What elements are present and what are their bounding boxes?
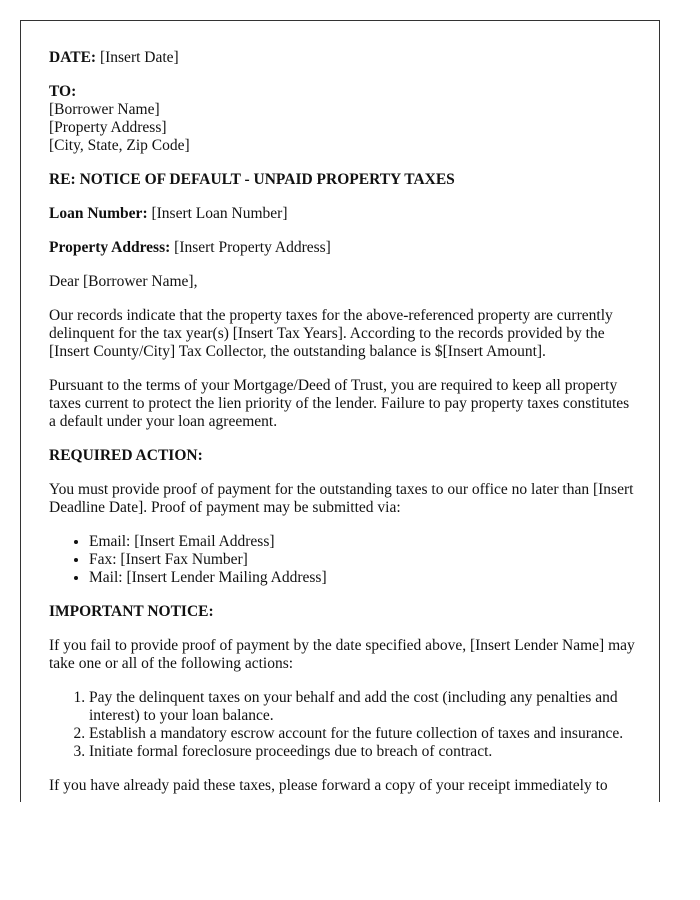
required-action-text: You must provide proof of payment for the outstanding taxes to our office no later than [Insert Deadline Date]. Proof of payment may be submitted via: xyxy=(49,481,634,516)
important-notice-heading-text: IMPORTANT NOTICE: xyxy=(49,603,214,620)
recipient-block xyxy=(49,83,639,155)
document-page xyxy=(20,20,660,802)
loan-number-line xyxy=(49,205,639,223)
recipient-city-state-zip: [City, State, Zip Code] xyxy=(49,137,190,154)
date-line xyxy=(49,49,639,67)
lender-action-pay-taxes: 1. Pay the delinquent taxes on your behalf and add the cost (including any penalties and interest) to your loan balance. xyxy=(89,689,639,725)
recipient-address: [Property Address] xyxy=(49,119,167,136)
loan-number-label: Loan Number: xyxy=(49,205,148,222)
required-action-heading xyxy=(49,447,639,465)
letter-body xyxy=(49,49,639,795)
submission-method-mail: • Mail: [Insert Lender Mailing Address] xyxy=(89,569,639,587)
salutation: Dear [Borrower Name], xyxy=(49,273,198,290)
submission-method-fax: • Fax: [Insert Fax Number] xyxy=(89,551,639,569)
subject-text: RE: NOTICE OF DEFAULT - UNPAID PROPERTY TAXES xyxy=(49,171,455,188)
lender-action-foreclosure: 3. Initiate formal foreclosure proceedings due to breach of contract. xyxy=(89,743,639,761)
property-address-line xyxy=(49,239,639,257)
recipient-name: [Borrower Name] xyxy=(49,101,160,118)
clipped-paragraph: If you have already paid these taxes, please forward a copy of your receipt immediately to xyxy=(49,777,608,794)
property-address-label: Property Address: xyxy=(49,239,171,256)
property-address-value: [Insert Property Address] xyxy=(174,239,331,256)
obligation-paragraph: Pursuant to the terms of your Mortgage/Deed of Trust, you are required to keep all property taxes current to protect the lien priority of the lender. Failure to pay property taxes constitutes a default under your loan agreement. xyxy=(49,377,630,430)
submission-method-email: • Email: [Insert Email Address] xyxy=(89,533,639,551)
important-notice-heading xyxy=(49,603,639,621)
lender-action-escrow: 2. Establish a mandatory escrow account for the future collection of taxes and insurance. xyxy=(89,725,639,743)
date-value: [Insert Date] xyxy=(99,49,179,66)
subject-line xyxy=(49,171,639,189)
important-notice-text: If you fail to provide proof of payment by the date specified above, [Insert Lender Name] may take one or all of the following actions: xyxy=(49,637,635,672)
to-label: TO: xyxy=(49,83,77,100)
delinquency-paragraph: Our records indicate that the property taxes for the above-referenced property are currently delinquent for the tax year(s) [Insert Tax Years]. According to the records provided by the [Insert County/City] Tax Collector, the outstanding balance is $[Insert Amount]. xyxy=(49,307,613,360)
submission-methods-list xyxy=(49,533,639,587)
loan-number-value: [Insert Loan Number] xyxy=(151,205,288,222)
required-action-heading-text: REQUIRED ACTION: xyxy=(49,447,203,464)
date-label: DATE: xyxy=(49,49,97,66)
lender-actions-list xyxy=(49,689,639,761)
